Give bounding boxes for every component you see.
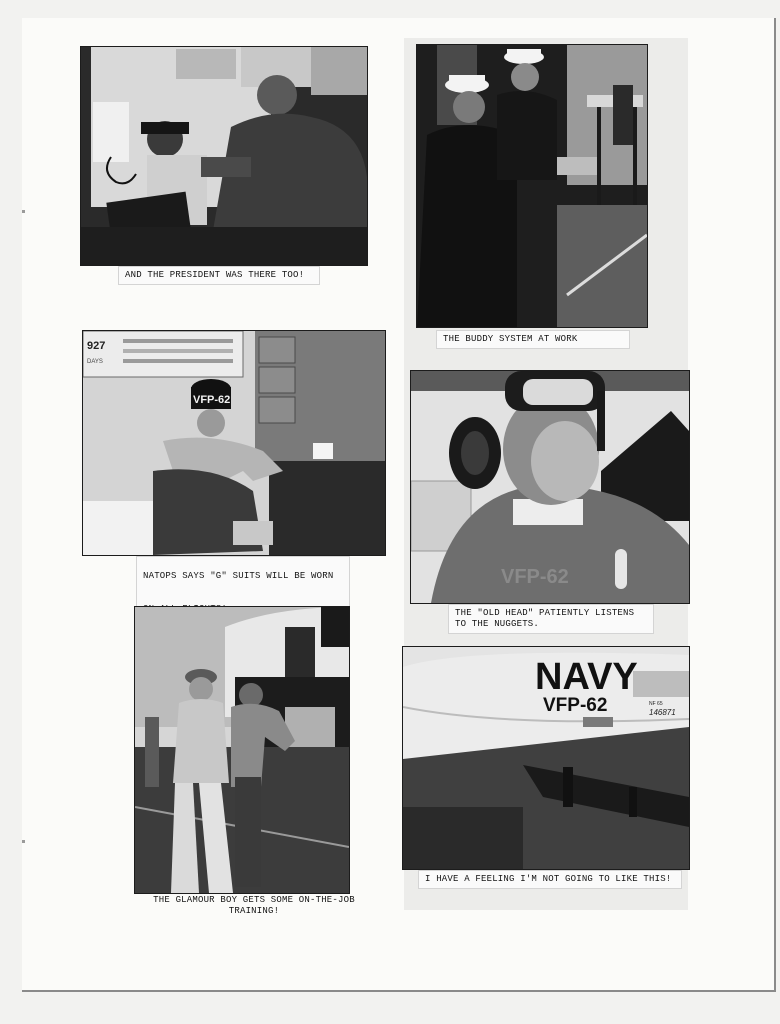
- wall-sign-number: 927: [87, 340, 106, 352]
- photo-old-head-image: [411, 371, 689, 603]
- photo-natops-image: [83, 331, 385, 555]
- cap-text: VFP-62: [193, 394, 231, 406]
- photo-president-image: [81, 47, 367, 265]
- fuselage-squadron-text: VFP-62: [543, 695, 608, 716]
- photo-president: [80, 46, 368, 266]
- caption-buddy-system: THE BUDDY SYSTEM AT WORK: [436, 330, 630, 349]
- photo-glamour-boy: [134, 606, 350, 894]
- photo-buddy-system-image: [417, 45, 647, 327]
- photo-navy-aircraft-image: [403, 647, 689, 869]
- caption-old-head: THE "OLD HEAD" PATIENTLY LISTENS TO THE NUGGETS.: [448, 604, 654, 634]
- caption-glamour-boy: THE GLAMOUR BOY GETS SOME ON-THE-JOB TRAINING!: [153, 895, 355, 916]
- fuselage-serial-small: NF 65: [649, 701, 663, 707]
- page-edge-mark: [22, 840, 25, 843]
- photo-glamour-boy-image: [135, 607, 349, 893]
- caption-navy-aircraft: I HAVE A FEELING I'M NOT GOING TO LIKE THIS!: [418, 870, 682, 889]
- wall-sign-sub: DAYS: [87, 359, 103, 365]
- page-edge-mark: [22, 210, 25, 213]
- photo-navy-aircraft: [402, 646, 690, 870]
- fuselage-navy-text: NAVY: [535, 656, 638, 698]
- caption-natops-line1: NATOPS SAYS "G" SUITS WILL BE WORN: [143, 571, 334, 581]
- caption-president: AND THE PRESIDENT WAS THERE TOO!: [118, 266, 320, 285]
- sweater-text: VFP-62: [501, 566, 569, 588]
- photo-buddy-system: [416, 44, 648, 328]
- photo-old-head: [410, 370, 690, 604]
- photo-natops: [82, 330, 386, 556]
- fuselage-serial: 146871: [649, 708, 676, 717]
